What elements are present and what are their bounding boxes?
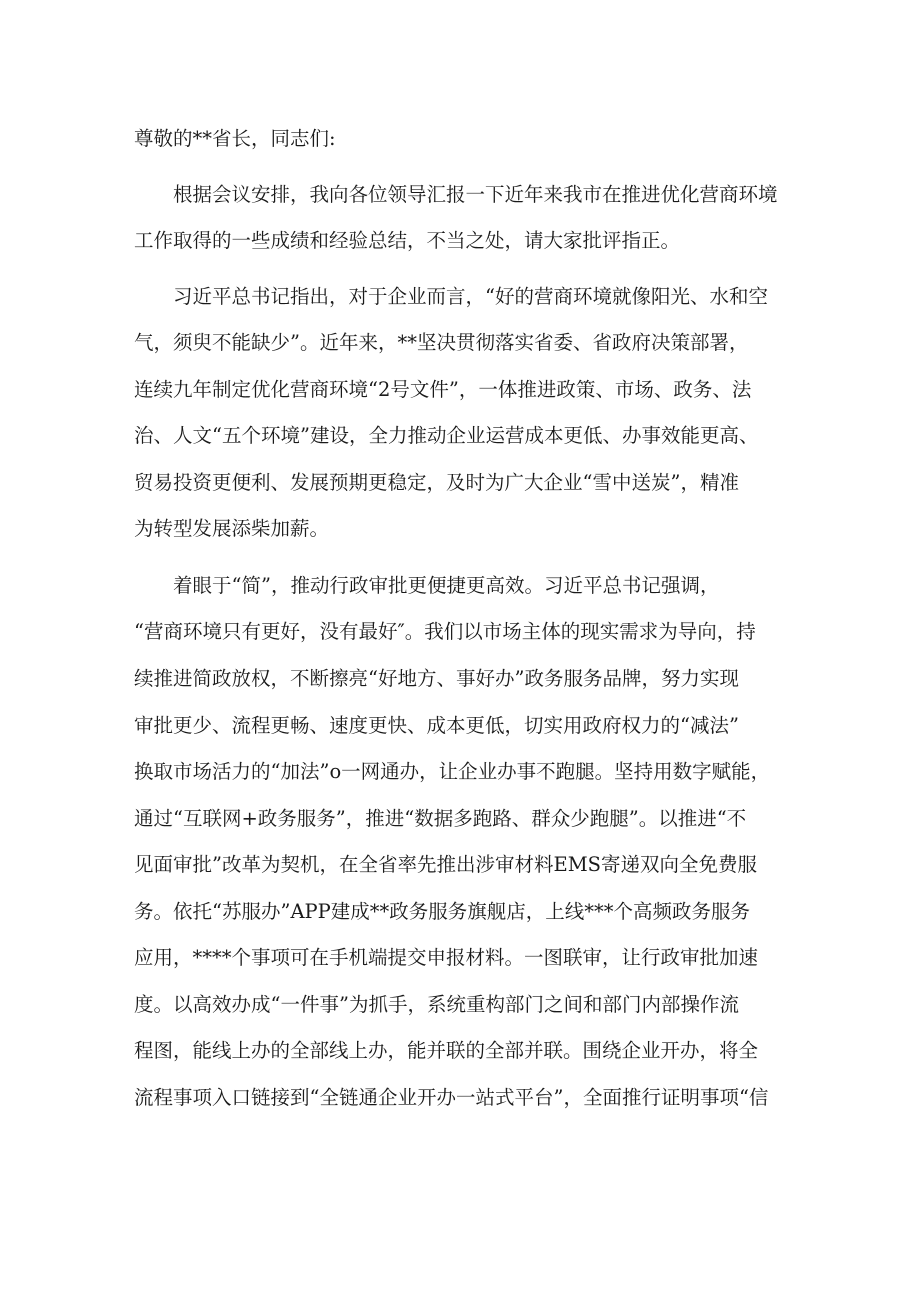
paragraph-line: 度。以高效办成“一件事”为抓手，系统重构部门之间和部门内部操作流 (134, 993, 739, 1016)
salutation: 尊敬的**省长，同志们: (134, 127, 336, 150)
paragraph-line: 贸易投资更便利、发展预期更稳定，及时为广大企业“雪中送炭”，精准 (134, 471, 739, 494)
paragraph-line: 着眼于“简”，推动行政审批更便捷更高效。习近平总书记强调， (173, 574, 720, 597)
paragraph-line: 为转型发展添柴加薪。 (134, 517, 330, 540)
paragraph-line: 通过“互联网+政务服务”，推进“数据多跑路、群众少跑腿”。以推进“不 (134, 807, 747, 830)
paragraph-line: 换取市场活力的“加法”o一网通办，让企业办事不跑腿。坚持用数字赋能， (134, 760, 771, 783)
paragraph-line: 审批更少、流程更畅、速度更快、成本更低，切实用政府权力的“减法” (134, 714, 739, 737)
paragraph-line: 习近平总书记指出，对于企业而言，“好的营商环境就像阳光、水和空 (173, 285, 768, 308)
paragraph-line: “营商环境只有更好，没有最好″。我们以市场主体的现实需求为导向，持 (134, 620, 756, 643)
paragraph-line: 工作取得的一些成绩和经验总结，不当之处，请大家批评指正。 (134, 229, 681, 252)
paragraph-line: 连续九年制定优化营商环境“2号文件”，一体推进政策、市场、政务、法 (134, 378, 752, 401)
paragraph-line: 气，须臾不能缺少”。近年来，**坚决贯彻落实省委、省政府决策部署， (134, 331, 749, 354)
paragraph-line: 务。依托“苏服办”APP建成**政务服务旗舰店，上线***个高频政务服务 (134, 900, 751, 923)
paragraph-line: 治、人文“五个环境”建设，全力推动企业运营成本更低、办事效能更高、 (134, 424, 759, 447)
paragraph-line: 程图，能线上办的全部线上办，能并联的全部并联。围绕企业开办，将全 (134, 1039, 759, 1062)
paragraph-line: 流程事项入口链接到“全链通企业开办一站式平台”，全面推行证明事项“信 (134, 1086, 769, 1109)
paragraph-line: 根据会议安排，我向各位领导汇报一下近年来我市在推进优化营商环境 (173, 183, 778, 206)
paragraph-line: 续推进简政放权，不断擦亮“好地方、事好办”政务服务品牌，努力实现 (134, 667, 739, 690)
paragraph-line: 应用，****个事项可在手机端提交申报材料。一图联审，让行政审批加速 (134, 946, 759, 969)
paragraph-line: 见面审批”改革为契机，在全省率先推出涉审材料EMS寄递双向全免费服 (134, 853, 758, 876)
